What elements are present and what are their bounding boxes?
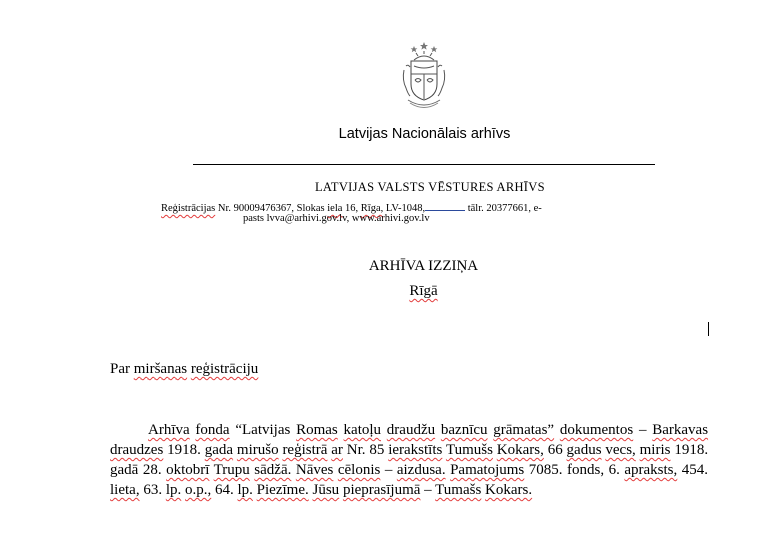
word: Nr. 85: [346, 442, 385, 458]
word: dokumentos: [559, 422, 634, 438]
word: lieta,: [110, 482, 140, 498]
word: 64.: [215, 482, 234, 498]
word: katoļu: [343, 422, 382, 438]
word: fonda: [195, 422, 230, 438]
word: o.p.,: [185, 482, 212, 498]
word: Kokars.: [485, 482, 533, 498]
word: draudzes: [110, 442, 164, 458]
word: 1918.: [167, 442, 201, 458]
word: Romas: [296, 422, 338, 438]
house-number: 16,: [345, 203, 359, 214]
word: draudžu: [386, 422, 436, 438]
city: Rīga,: [360, 203, 384, 214]
word: Tumašs: [435, 482, 482, 498]
word: mirušo: [236, 442, 279, 458]
word: gada: [204, 442, 234, 458]
phone: tālr. 20377661, e-: [467, 203, 542, 214]
header-divider: [193, 164, 655, 165]
hyperlink-gap: [425, 201, 465, 211]
contact-line-2: pasts lvva@arhivi.gov.lv, www.arhivi.gov.lv: [243, 213, 430, 224]
word: Trupu: [213, 462, 250, 478]
postal-code: LV-1048,: [385, 203, 426, 214]
archive-title: LATVIJAS VALSTS VĒSTURES ARHĪVS: [315, 180, 545, 194]
street: iela: [327, 203, 343, 214]
word: lp.: [165, 482, 182, 498]
word: “Latvijas: [235, 422, 291, 438]
word: aizdusa.: [396, 462, 446, 478]
word: Nāves: [295, 462, 334, 478]
document-title: ARHĪVA IZZIŅA: [368, 258, 479, 274]
word: pieprasījumā: [342, 482, 421, 498]
word: oktobrī: [166, 462, 210, 478]
word: –: [384, 462, 393, 478]
reg-label: Reģistrācijas: [161, 203, 216, 214]
subject-word: reģistrāciju: [190, 361, 259, 377]
body-paragraph: [110, 420, 708, 500]
subject-prefix: Par: [110, 361, 130, 377]
word: Kokars,: [496, 442, 544, 458]
subject-line: [110, 361, 258, 378]
organization-name: Latvijas Nacionālais arhīvs: [338, 126, 511, 142]
word: –: [424, 482, 432, 498]
word: baznīcu: [440, 422, 488, 438]
word: reģistrā: [282, 442, 328, 458]
word: Tumušs: [445, 442, 493, 458]
word: 7085. fonds, 6.: [528, 462, 620, 478]
word: ar: [331, 442, 343, 458]
word: cēlonis: [337, 462, 381, 478]
word: –: [638, 422, 647, 438]
word: gadus: [566, 442, 602, 458]
word: sādžā.: [254, 462, 292, 478]
reg-number: Nr. 90009476367, Slokas: [217, 203, 325, 214]
word: Pamatojums: [450, 462, 525, 478]
word: miris: [639, 442, 671, 458]
word: 66: [547, 442, 563, 458]
text-cursor: [708, 322, 709, 336]
word: 63.: [143, 482, 163, 498]
word: 454.: [681, 462, 709, 478]
word: apraksts,: [624, 462, 678, 478]
word: grāmatas”: [493, 422, 555, 438]
word: Arhīva: [148, 422, 190, 438]
word: lp.: [237, 482, 253, 498]
word: Jūsu: [312, 482, 340, 498]
word: vecs,: [605, 442, 636, 458]
document-place: [0, 283, 781, 300]
word: 1918. gadā 28.: [110, 442, 709, 478]
subject-word: miršanas: [133, 361, 188, 377]
coat-of-arms-logo: [400, 40, 448, 114]
place-name: Rīgā: [409, 283, 438, 299]
word: ierakstīts: [388, 442, 443, 458]
word: Barkavas: [652, 422, 709, 438]
word: Piezīme.: [256, 482, 309, 498]
